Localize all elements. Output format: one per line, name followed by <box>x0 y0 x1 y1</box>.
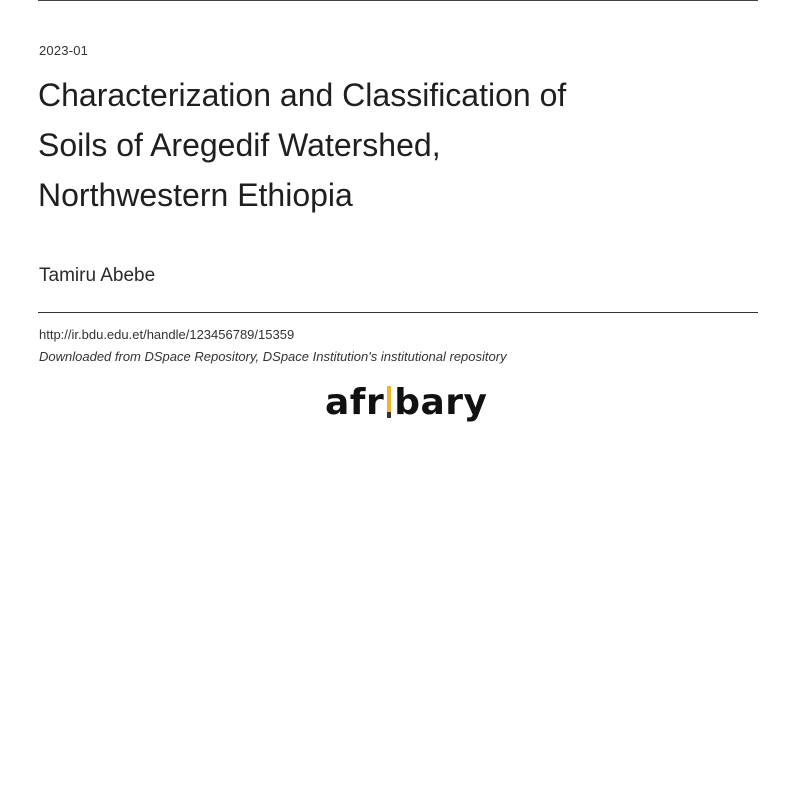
handle-link[interactable]: http://ir.bdu.edu.et/handle/123456789/15359 <box>39 327 295 342</box>
afribary-logo <box>325 380 488 424</box>
title-line-2: Soils of Aregedif Watershed, <box>38 127 441 163</box>
middle-divider <box>38 312 758 313</box>
download-note: Downloaded from DSpace Repository, DSpace Institution's institutional repository <box>39 349 507 364</box>
title-line-3: Northwestern Ethiopia <box>38 177 353 213</box>
top-divider <box>38 0 758 1</box>
document-title <box>38 70 738 220</box>
title-line-1: Characterization and Classification of <box>38 77 567 113</box>
author-name: Tamiru Abebe <box>39 265 156 286</box>
logo-text-start: afr <box>325 381 385 423</box>
pencil-icon <box>387 386 391 418</box>
publication-date: 2023-01 <box>39 43 89 58</box>
logo-text-end: bary <box>394 381 488 423</box>
